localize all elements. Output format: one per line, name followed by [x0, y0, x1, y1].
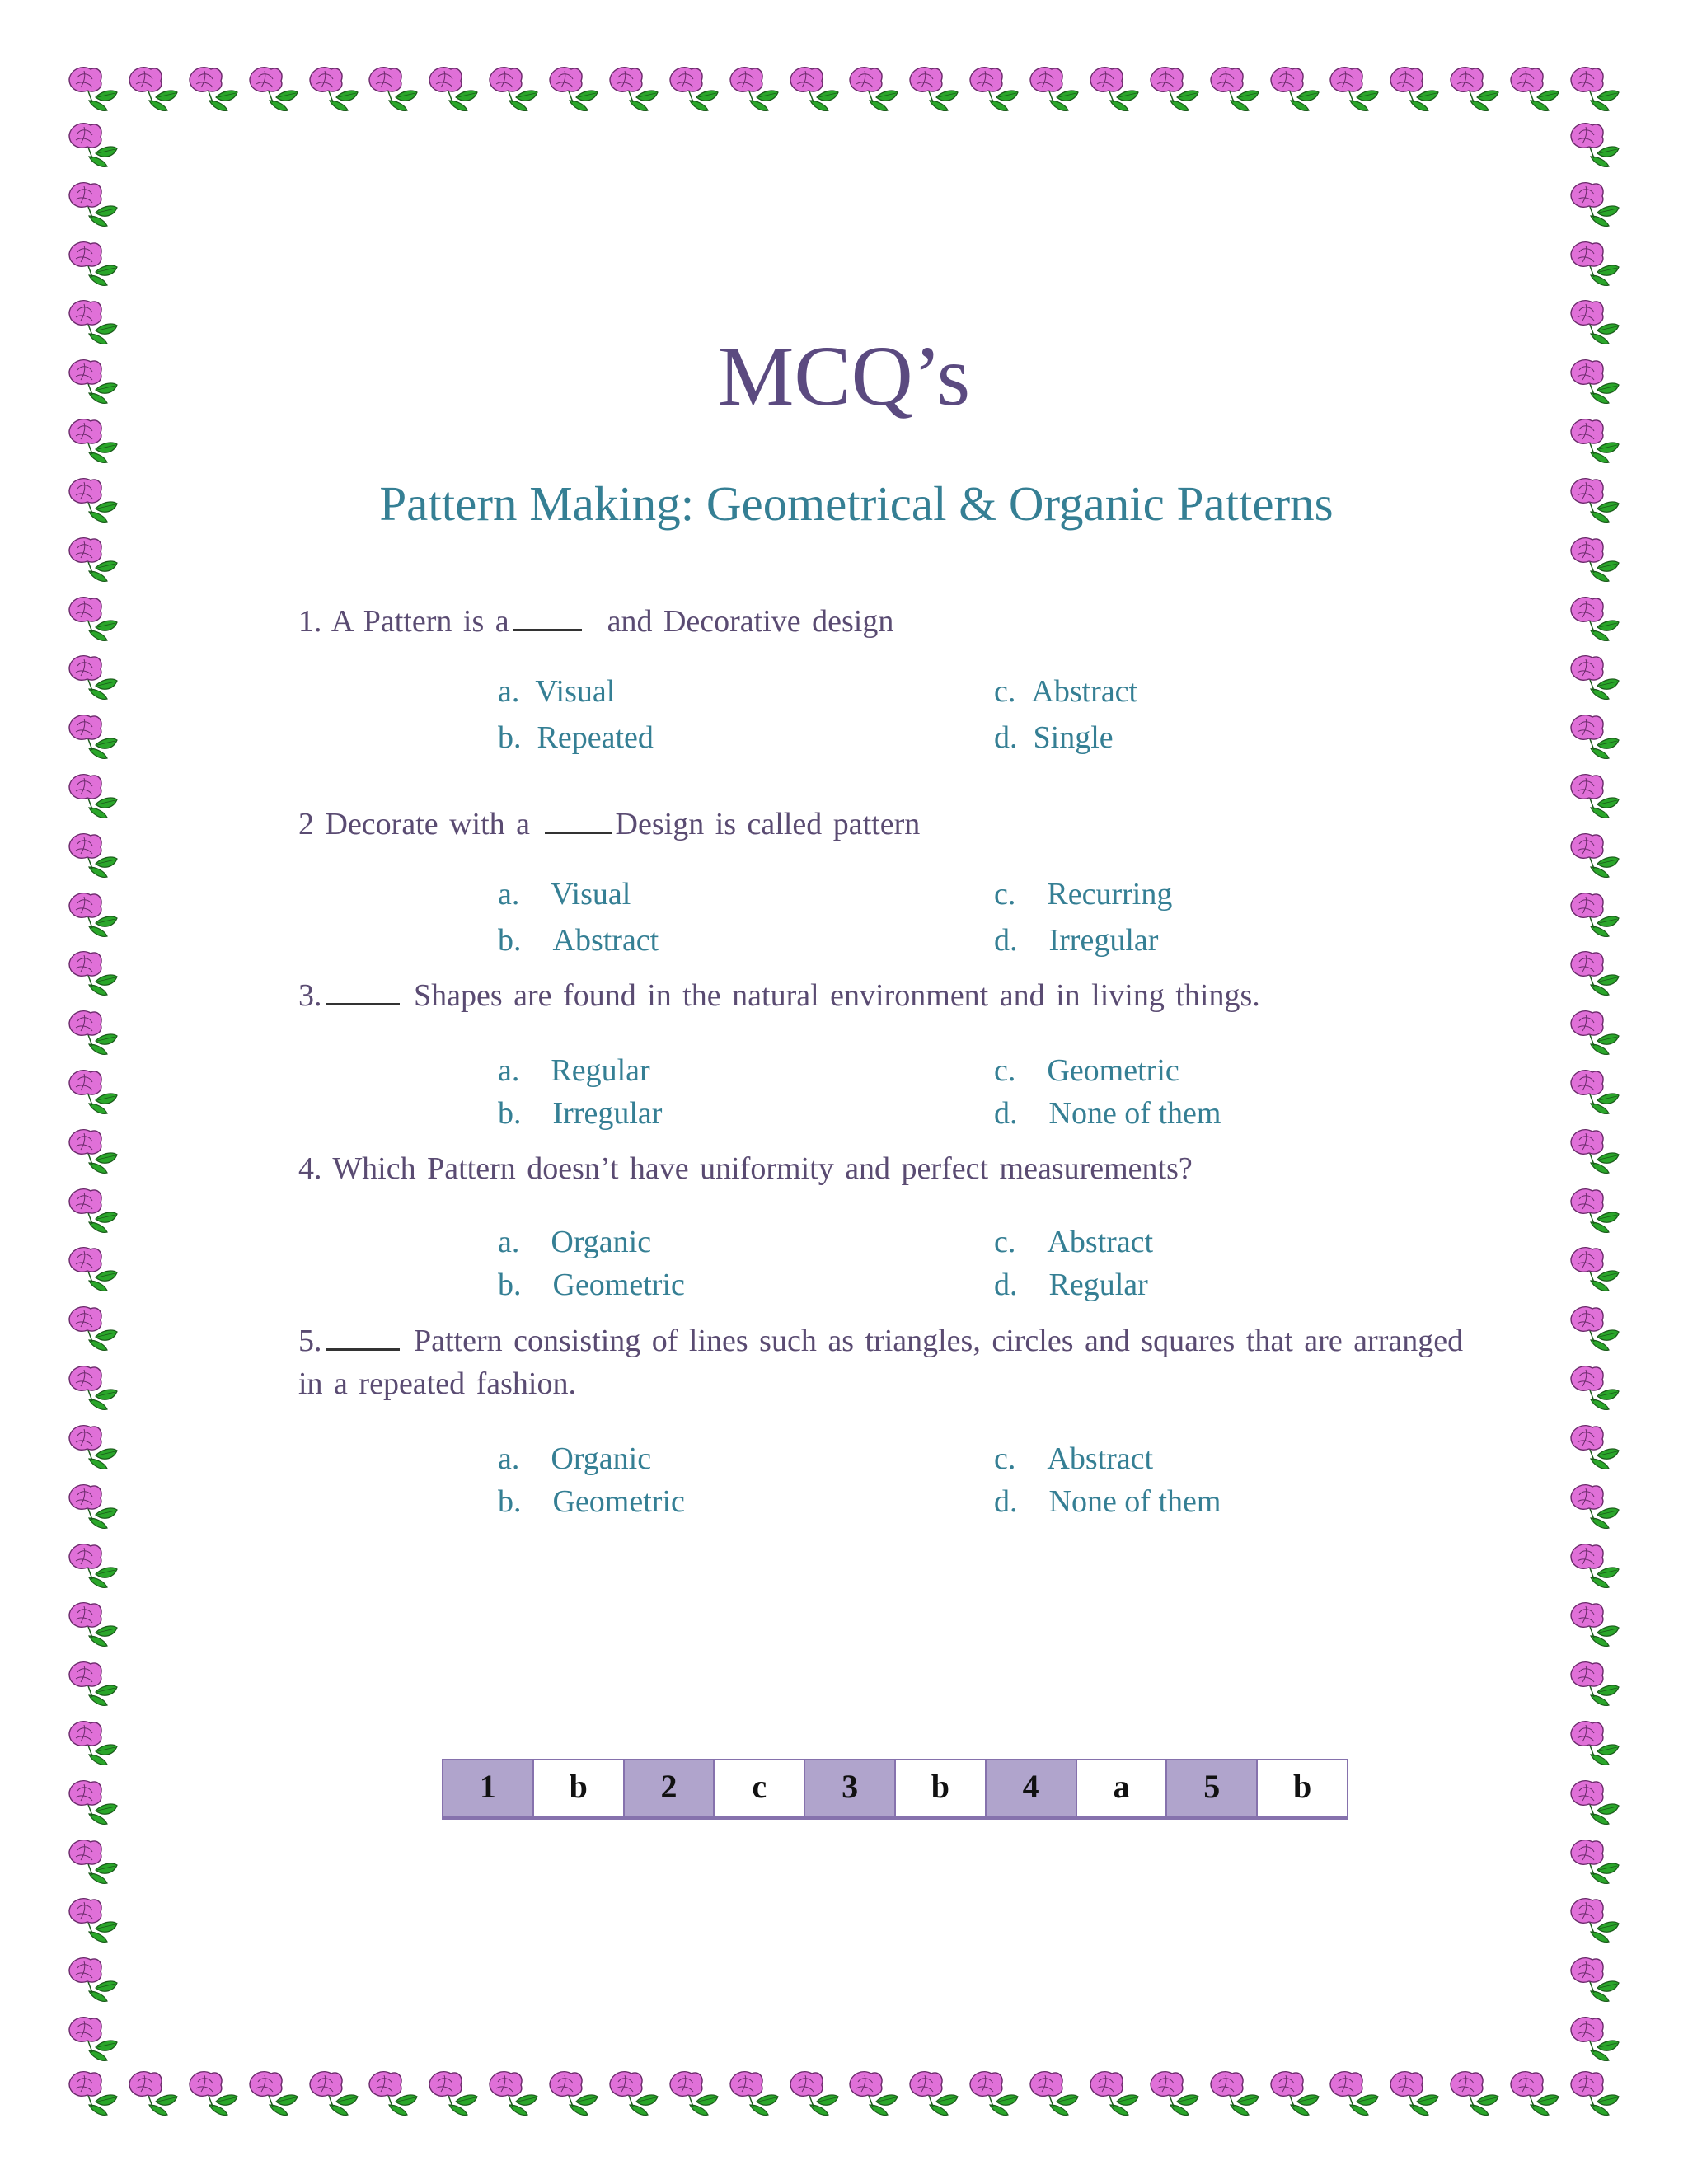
flower-icon [1566, 1479, 1624, 1536]
flower-icon [1446, 61, 1503, 119]
option-text: Regular [1048, 1268, 1148, 1302]
option-text: Visual [551, 877, 631, 912]
flower-icon [64, 649, 122, 707]
question-text: and Decorative design [607, 604, 894, 639]
option-text: Abstract [1047, 1225, 1154, 1259]
flower-icon [64, 1360, 122, 1418]
flower-icon [64, 945, 122, 1003]
option-text: Geometric [552, 1268, 685, 1302]
flower-icon [1386, 61, 1443, 119]
flower-icon [545, 61, 603, 119]
flower-icon [1325, 61, 1383, 119]
option-text: Irregular [552, 1096, 663, 1131]
flower-icon [1566, 236, 1624, 293]
question-2-option-c [994, 879, 1172, 910]
floral-border-top [64, 61, 1624, 119]
flower-icon [64, 1301, 122, 1358]
option-text: Geometric [1047, 1053, 1179, 1088]
flower-icon [1566, 1064, 1624, 1122]
flower-icon [64, 1656, 122, 1713]
flower-icon [785, 61, 843, 119]
flower-icon [1566, 413, 1624, 471]
flower-icon [64, 591, 122, 649]
page-title: MCQ’s [717, 329, 971, 424]
flower-icon [64, 1892, 122, 1950]
option-text: Visual [535, 674, 616, 709]
flower-icon [1566, 1656, 1624, 1713]
flower-icon [1566, 117, 1624, 175]
flower-icon [1085, 2065, 1143, 2123]
option-letter: d. [994, 923, 1018, 958]
flower-icon [64, 1834, 122, 1891]
flower-icon [1146, 61, 1203, 119]
option-letter: c. [994, 674, 1016, 709]
flower-icon [424, 61, 482, 119]
flower-icon [905, 2065, 963, 2123]
question-text: 1. A Pattern is a [298, 604, 509, 639]
flower-icon [1386, 2065, 1443, 2123]
flower-icon [1566, 532, 1624, 589]
flower-icon [1566, 1834, 1624, 1891]
question-4 [298, 1147, 1477, 1190]
option-letter: a. [498, 877, 520, 912]
question-1-option-c [994, 676, 1137, 707]
answer-key-number: 5 [1167, 1760, 1258, 1816]
flower-icon [1566, 1241, 1624, 1299]
flower-icon [545, 2065, 603, 2123]
fill-in-blank [326, 1002, 400, 1005]
answer-key-answer: b [896, 1760, 987, 1816]
question-text: Design is called pattern [615, 807, 921, 841]
flower-icon [185, 2065, 242, 2123]
flower-icon [1566, 1774, 1624, 1832]
answer-key-number: 2 [625, 1760, 715, 1816]
flower-icon [64, 1005, 122, 1062]
option-text: None of them [1048, 1096, 1221, 1131]
option-text: Single [1033, 720, 1114, 755]
question-2-option-d [994, 925, 1158, 956]
question-5 [298, 1319, 1477, 1405]
flower-icon [64, 827, 122, 885]
question-text: Pattern consisting of lines such as triangles, circles and squares that are arranged in a repeated fashion. [298, 1324, 1464, 1401]
flower-icon [1025, 2065, 1083, 2123]
flower-icon [245, 61, 302, 119]
option-text: Abstract [552, 923, 659, 958]
flower-icon [1566, 1596, 1624, 1654]
flower-icon [1506, 61, 1564, 119]
question-4-option-a [498, 1226, 651, 1258]
question-4-option-d [994, 1269, 1148, 1301]
flower-icon [1566, 61, 1624, 119]
flower-icon [64, 236, 122, 293]
flower-icon [64, 2065, 122, 2123]
option-text: Abstract [1031, 674, 1138, 709]
flower-icon [485, 61, 542, 119]
answer-key-answer: b [1258, 1760, 1347, 1816]
flower-icon [1566, 1892, 1624, 1950]
question-3-option-c [994, 1055, 1179, 1086]
question-text: 3. [298, 978, 322, 1013]
fill-in-blank [326, 1347, 400, 1351]
option-letter: b. [498, 1484, 522, 1519]
flower-icon [1566, 1538, 1624, 1596]
flower-icon [905, 61, 963, 119]
answer-key-number: 4 [987, 1760, 1077, 1816]
answer-key-answer: b [534, 1760, 625, 1816]
option-letter: c. [994, 1053, 1016, 1088]
option-letter: d. [994, 1484, 1018, 1519]
flower-icon [64, 1774, 122, 1832]
question-text: 4. Which Pattern doesn’t have uniformity and perfect measurements? [298, 1151, 1193, 1186]
flower-icon [1266, 61, 1324, 119]
flower-icon [845, 2065, 903, 2123]
flower-icon [1566, 887, 1624, 944]
flower-icon [64, 1479, 122, 1536]
flower-icon [665, 2065, 723, 2123]
flower-icon [64, 413, 122, 471]
flower-icon [305, 2065, 363, 2123]
flower-icon [64, 1419, 122, 1477]
flower-icon [185, 61, 242, 119]
flower-icon [364, 2065, 422, 2123]
flower-icon [1566, 1360, 1624, 1418]
flower-icon [64, 1715, 122, 1773]
flower-icon [1206, 2065, 1264, 2123]
flower-icon [245, 2065, 302, 2123]
answer-key-number: 1 [443, 1760, 534, 1816]
option-letter: a. [498, 1441, 520, 1476]
flower-icon [1566, 649, 1624, 707]
flower-icon [124, 61, 182, 119]
option-text: Recurring [1047, 877, 1173, 912]
question-1-option-a [498, 676, 615, 707]
flower-icon [64, 1952, 122, 2009]
flower-icon [1566, 709, 1624, 766]
flower-icon [64, 117, 122, 175]
answer-key-number: 3 [805, 1760, 896, 1816]
flower-icon [1506, 2065, 1564, 2123]
flower-icon [965, 2065, 1023, 2123]
flower-icon [1566, 591, 1624, 649]
flower-icon [725, 2065, 783, 2123]
question-5-option-a [498, 1443, 651, 1474]
question-5-option-b [498, 1486, 685, 1517]
flower-icon [1146, 2065, 1203, 2123]
flower-icon [364, 61, 422, 119]
flower-icon [64, 1123, 122, 1181]
question-text: Shapes are found in the natural environment and in living things. [414, 978, 1260, 1013]
flower-icon [1266, 2065, 1324, 2123]
flower-icon [64, 1241, 122, 1299]
flower-icon [424, 2065, 482, 2123]
flower-icon [64, 768, 122, 826]
question-text: 5. [298, 1324, 322, 1358]
page-subtitle: Pattern Making: Geometrical & Organic Patterns [379, 476, 1334, 531]
option-letter: b. [498, 720, 522, 755]
flower-icon [1566, 1123, 1624, 1181]
flower-icon [64, 887, 122, 944]
flower-icon [965, 61, 1023, 119]
question-1 [298, 600, 1477, 643]
flower-icon [605, 2065, 663, 2123]
flower-icon [845, 61, 903, 119]
option-letter: a. [498, 1053, 520, 1088]
flower-icon [64, 1064, 122, 1122]
option-text: Geometric [552, 1484, 685, 1519]
option-text: Irregular [1048, 923, 1159, 958]
flower-icon [1566, 768, 1624, 826]
option-text: Abstract [1047, 1441, 1154, 1476]
option-text: Organic [551, 1225, 652, 1259]
flower-icon [485, 2065, 542, 2123]
fill-in-blank [513, 628, 582, 631]
option-letter: b. [498, 923, 522, 958]
flower-icon [1566, 176, 1624, 234]
flower-icon [64, 1538, 122, 1596]
flower-icon [725, 61, 783, 119]
flower-icon [64, 176, 122, 234]
question-4-option-b [498, 1269, 685, 1301]
option-letter: c. [994, 1441, 1016, 1476]
flower-icon [64, 532, 122, 589]
flower-icon [1566, 1715, 1624, 1773]
flower-icon [1085, 61, 1143, 119]
flower-icon [1566, 827, 1624, 885]
answer-key-answer: a [1077, 1760, 1168, 1816]
flower-icon [665, 61, 723, 119]
fill-in-blank [545, 831, 612, 834]
flower-icon [1566, 2011, 1624, 2069]
flower-icon [1446, 2065, 1503, 2123]
question-3-option-a [498, 1055, 650, 1086]
question-2 [298, 803, 1477, 846]
question-text: 2 Decorate with a [298, 807, 531, 841]
floral-border-bottom [64, 2065, 1624, 2123]
flower-icon [785, 2065, 843, 2123]
flower-icon [1566, 1419, 1624, 1477]
flower-icon [1025, 61, 1083, 119]
option-text: None of them [1048, 1484, 1221, 1519]
question-1-option-d [994, 722, 1114, 753]
flower-icon [64, 61, 122, 119]
question-1-option-b [498, 722, 654, 753]
option-letter: a. [498, 1225, 520, 1259]
option-letter: d. [994, 1268, 1018, 1302]
question-4-option-c [994, 1226, 1153, 1258]
flower-icon [64, 1596, 122, 1654]
question-5-option-c [994, 1443, 1153, 1474]
flower-icon [305, 61, 363, 119]
option-letter: c. [994, 1225, 1016, 1259]
question-2-option-a [498, 879, 631, 910]
option-letter: c. [994, 877, 1016, 912]
flower-icon [1566, 945, 1624, 1003]
question-5-option-d [994, 1486, 1221, 1517]
flower-icon [124, 2065, 182, 2123]
option-letter: a. [498, 674, 520, 709]
option-letter: b. [498, 1096, 522, 1131]
option-text: Organic [551, 1441, 652, 1476]
option-letter: d. [994, 720, 1018, 755]
question-3-option-d [994, 1098, 1221, 1129]
question-3 [298, 974, 1477, 1017]
flower-icon [1566, 2065, 1624, 2123]
flower-icon [605, 61, 663, 119]
flower-icon [1206, 61, 1264, 119]
flower-icon [1566, 1301, 1624, 1358]
option-text: Repeated [537, 720, 654, 755]
question-2-option-b [498, 925, 659, 956]
question-3-option-b [498, 1098, 662, 1129]
option-text: Regular [551, 1053, 650, 1088]
flower-icon [64, 1183, 122, 1240]
flower-icon [1566, 1005, 1624, 1062]
flower-icon [1325, 2065, 1383, 2123]
flower-icon [1566, 1183, 1624, 1240]
option-letter: d. [994, 1096, 1018, 1131]
flower-icon [1566, 1952, 1624, 2009]
flower-icon [64, 2011, 122, 2069]
answer-key-table [442, 1759, 1348, 1820]
option-letter: b. [498, 1268, 522, 1302]
flower-icon [64, 709, 122, 766]
answer-key-answer: c [715, 1760, 805, 1816]
